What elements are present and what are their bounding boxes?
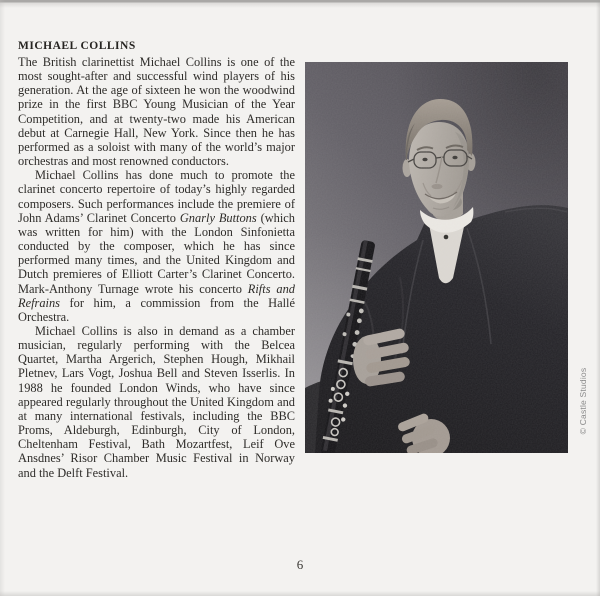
scan-edge-right [596,0,600,596]
article-paragraphs [18,55,295,480]
scan-edge-left [0,0,5,596]
scan-edge-bottom [0,591,600,596]
biography-text [18,40,295,480]
scan-edge-top [0,0,600,8]
paragraph: The British clarinettist Michael Collins is one of the most sought-after and successful wind players of his generation. At the age of sixteen he won the woodwind prize in the first BBC Young Musician of the Year Competition, and at twenty-two made his American debut at Carnegie Hall, New York. Since then he has performed as a soloist with many of the world’s major orchestras and most renowned conductors. [18,55,295,169]
photo-credit: © Castle Studios [578,367,588,435]
portrait-illustration [305,62,568,453]
page-number: 6 [296,557,304,572]
page-title: MICHAEL COLLINS [18,40,136,52]
paragraph: Michael Collins has done much to promote the clarinet concerto repertoire of today’s highly regarded composers. Such performances include the premiere of John Adams’ Clarinet Concerto Gnarly Buttons (which was written for him) with the London Sinfonietta conducted by the composer, which he has since performed many times, and the United Kingdom and Dutch premieres of Elliott Carter’s Clarinet Concerto. Mark-Anthony Turnage wrote his concerto Rifts and Refrains for him, a commission from the Hallé Orchestra. [18,168,296,324]
portrait-photo [305,62,568,453]
paragraph: Michael Collins is also in demand as a chamber musician, regularly performing with the Belcea Quartet, Martha Argerich, Stephen Hough, Mikhail Pletnev, Lars Vogt, Joshua Bell and Steven Isserlis. In 1988 he founded London Winds, who have since appeared regularly throughout the United Kingdom and at many international festivals, including the BBC Proms, Aldeburgh, Edinburgh, City of London, Cheltenham Festival, Bath Mozartfest, Leif Ove Ansdnes’ Risor Chamber Music Festival in Norway and the Delft Festival. [18,323,295,480]
